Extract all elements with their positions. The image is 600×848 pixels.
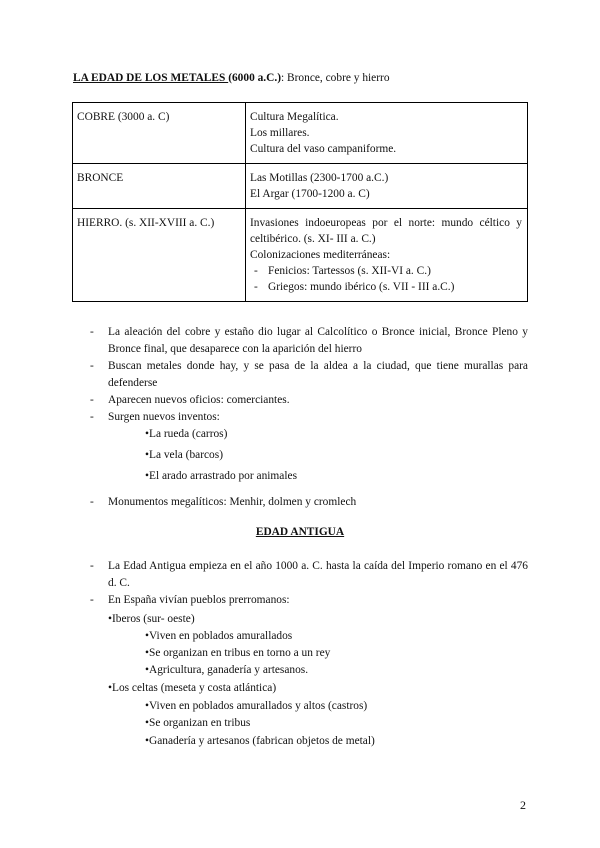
details-cell: [246, 103, 528, 164]
iberos-item: •Agricultura, ganadería y artesanos.: [145, 664, 309, 676]
celtas-label: •Los celtas (meseta y costa atlántica): [108, 682, 277, 694]
detail-line: Las Motillas (2300-1700 a.C.): [250, 172, 389, 184]
table-row: [73, 103, 528, 164]
list-item: - Buscan metales donde hay, y se pasa de la aldea a la ciudad, que tiene murallas para defenderse: [90, 360, 528, 389]
iberos-item: •Se organizan en tribus en torno a un rey: [145, 647, 331, 659]
metals-points-list: [72, 324, 528, 426]
heading-subtitle: : Bronce, cobre y hierro: [281, 72, 390, 84]
detail-line: Cultura Megalítica.: [250, 111, 339, 123]
invention-item: •La vela (barcos): [145, 449, 223, 461]
list-item: - Surgen nuevos inventos:: [90, 411, 220, 423]
invention-item: •El arado arrastrado por animales: [145, 470, 297, 482]
heading-title: LA EDAD DE LOS METALES: [73, 72, 229, 84]
invention-item: •La rueda (carros): [145, 428, 228, 440]
details-cell: [246, 209, 528, 302]
details-cell: [246, 164, 528, 209]
detail-subitem: - Griegos: mundo ibérico (s. VII - III a.C.): [250, 279, 522, 295]
metals-table: [72, 102, 528, 302]
detail-subitem: - Fenicios: Tartessos (s. XII-VI a. C.): [250, 263, 522, 279]
detail-line: Colonizaciones mediterráneas:: [250, 249, 391, 261]
table-row: [73, 209, 528, 302]
list-item: - La aleación del cobre y estaño dio lugar al Calcolítico o Bronce inicial, Bronce Pleno y Bronce final, que desaparece con la aparición del hierro: [90, 326, 528, 355]
iberos-label: •Iberos (sur- oeste): [108, 613, 195, 625]
celtas-item: •Viven en poblados amurallados y altos (castros): [145, 700, 368, 712]
period-cell: COBRE (3000 a. C): [73, 103, 246, 164]
iberos-item: •Viven en poblados amurallados: [145, 630, 293, 642]
detail-line: Invasiones indoeuropeas por el norte: mundo céltico y celtibérico. (s. XI- III a. C.): [250, 217, 522, 245]
period-cell: HIERRO. (s. XII-XVIII a. C.): [73, 209, 246, 302]
detail-line: Cultura del vaso campaniforme.: [250, 143, 397, 155]
page-heading: [73, 72, 390, 84]
antigua-points-list: [72, 558, 528, 609]
detail-line: Los millares.: [250, 127, 310, 139]
list-item: - La Edad Antigua empieza en el año 1000 a. C. hasta la caída del Imperio romano en el 476 d. C.: [90, 560, 528, 589]
celtas-item: •Ganadería y artesanos (fabrican objetos de metal): [145, 735, 375, 747]
megalith-list: [72, 494, 528, 511]
section-title: EDAD ANTIGUA: [255, 526, 345, 538]
list-item: - Aparecen nuevos oficios: comerciantes.: [90, 394, 290, 406]
period-cell: BRONCE: [73, 164, 246, 209]
list-item: - En España vivían pueblos prerromanos:: [90, 594, 290, 606]
list-item: - Monumentos megalíticos: Menhir, dolmen y cromlech: [90, 496, 357, 508]
detail-line: El Argar (1700-1200 a. C): [250, 188, 370, 200]
table-row: [73, 164, 528, 209]
page-number: 2: [520, 798, 526, 812]
heading-date: (6000 a.C.): [228, 72, 282, 84]
celtas-item: •Se organizan en tribus: [145, 717, 251, 729]
